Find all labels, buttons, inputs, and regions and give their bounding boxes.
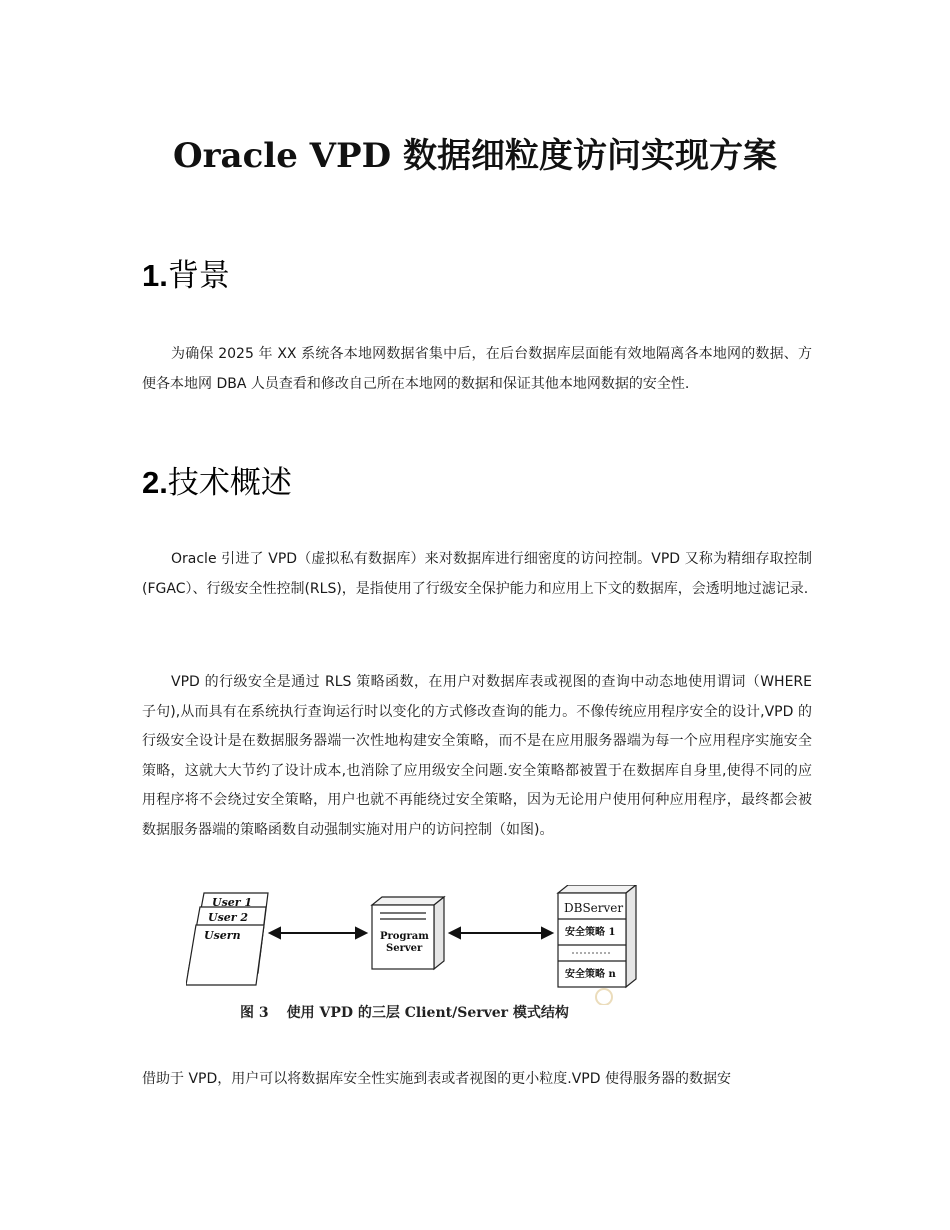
section-number: 2. (142, 465, 168, 500)
paragraph-vpd-granularity: 借助于 VPD，用户可以将数据库安全性实施到表或者视图的更小粒度.VPD 使得服务器的数据安 (142, 1071, 731, 1087)
db-server-label: DBServer (564, 901, 624, 915)
figure-caption (240, 1004, 569, 1022)
paragraph-background: 为确保 2025 年 XX 系统各本地网数据省集中后，在后台数据库层面能有效地隔离各本地网的数据、方便各本地网 DBA 人员查看和修改自己所在本地网的数据和保证其他本地网数据的安全性. (142, 346, 812, 392)
section-heading-tech-overview (142, 463, 292, 503)
figure-caption-text: 使用 VPD 的三层 Client/Server 模式结构 (286, 1005, 569, 1021)
watermark-logo-icon (596, 989, 612, 1005)
bidirectional-arrow-icon (270, 928, 366, 938)
paragraph-vpd-row-security: VPD 的行级安全是通过 RLS 策略函数，在用户对数据库表或视图的查询中动态地使用谓词（WHERE 子句),从而具有在系统执行查询运行时以变化的方式修改查询的能力。不像传统应用程序安全的设计,VPD 的行级安全设计是在数据服务器端一次性地构建安全策略，而不是在应用服务器端为每一个应用程序实施安全策略，这就大大节约了设计成本,也消除了应用级安全问题.安全策略都被置于在数据库自身里,使得不同的应用程序将不会绕过安全策略，用户也就不再能绕过安全策略，因为无论用户使用何种应用程序，最终都会被数据服务器端的策略函数自动强制实施对用户的访问控制（如图)。 (142, 674, 812, 838)
section-title: 技术概述 (167, 465, 292, 501)
section-number: 1. (142, 258, 168, 293)
section-title: 背景 (167, 258, 230, 294)
server-label: Server (386, 943, 423, 954)
section-heading-background (142, 256, 230, 296)
user-1-label: User 1 (212, 896, 253, 909)
program-label: Program (380, 931, 429, 942)
user-2-label: User 2 (208, 911, 249, 924)
figure-number: 图 3 (240, 1005, 269, 1021)
bidirectional-arrow-icon (450, 928, 552, 938)
paragraph-vpd-intro: Oracle 引进了 VPD（虚拟私有数据库）来对数据库进行细密度的访问控制。VPD 又称为精细存取控制(FGAC）、行级安全性控制(RLS)，是指使用了行级安全保护能力和应用上下文的数据库，会透明地过滤记录. (142, 551, 812, 597)
document-title: Oracle VPD 数据细粒度访问实现方案 (173, 136, 777, 176)
policy-n-label: 安全策略 n (565, 969, 616, 980)
user-n-label: Usern (204, 929, 241, 942)
policy-1-label: 安全策略 1 (565, 927, 616, 938)
figure-three-tier-architecture (186, 885, 646, 1030)
